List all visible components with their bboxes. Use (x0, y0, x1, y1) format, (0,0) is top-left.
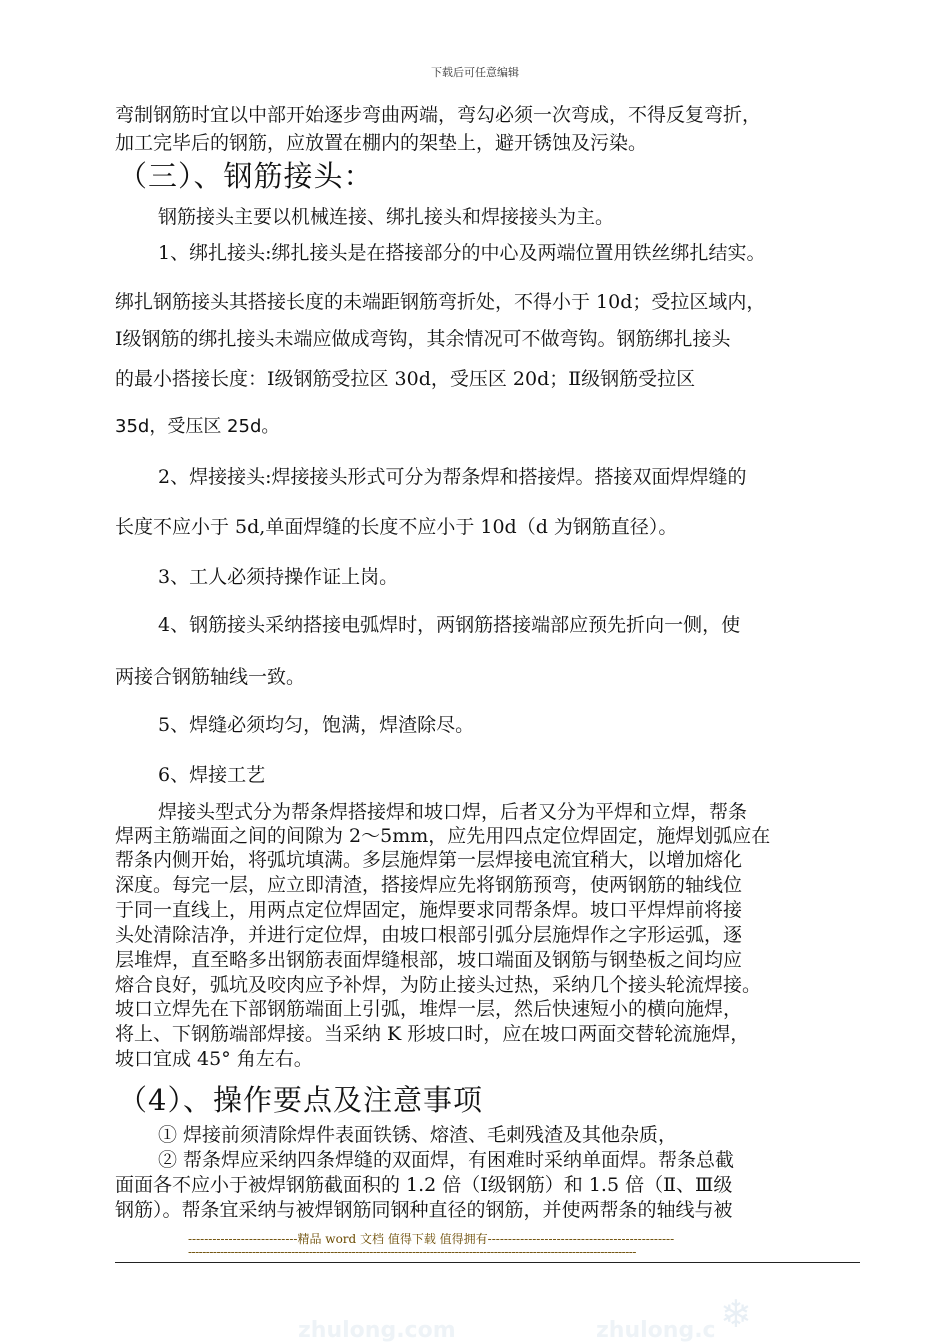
section-heading-4: （4）、操作要点及注意事项 (118, 1083, 483, 1117)
watermark-text: zhulong.c (596, 1318, 716, 1343)
paragraph-line: 长度不应小于 5d,单面焊缝的长度不应小于 10d（d 为钢筋直径）。 (115, 516, 678, 538)
paragraph-line: 层堆焊，直至略多出钢筋表面焊缝根部，坡口端面及钢筋与钢垫板之间均应 (115, 949, 743, 971)
page-header: 下载后可任意编辑 (431, 66, 519, 79)
paragraph-line: 35d，受压区 25d。 (115, 416, 280, 437)
paragraph-line: 于同一直线上，用两点定位焊固定，施焊要求同帮条焊。坡口平焊焊前将接 (115, 899, 743, 921)
paragraph-line: 焊接头型式分为帮条焊搭接焊和坡口焊，后者又分为平焊和立焊，帮条 (158, 801, 748, 823)
paragraph-line: 两接合钢筋轴线一致。 (115, 666, 306, 688)
paragraph-line: 头处清除洁净，并进行定位焊，由坡口根部引弧分层施焊作之字形运弧，逐 (115, 924, 743, 946)
paragraph-line: 深度。每完一层，应立即清渣，搭接焊应先将钢筋预弯，使两钢筋的轴线位 (115, 874, 743, 896)
note-item-2: ② 帮条焊应采纳四条焊缝的双面焊，有困难时采纳单面焊。帮条总截 (158, 1149, 735, 1171)
paragraph-line: 将上、下钢筋端部焊接。当采纳 K 形坡口时，应在坡口两面交替轮流施焊， (115, 1023, 750, 1045)
paragraph-line: 钢筋接头主要以机械连接、绑扎接头和焊接接头为主。 (158, 206, 615, 228)
paragraph-line: 钢筋）。帮条宜采纳与被焊钢筋同钢种直径的钢筋，并使两帮条的轴线与被 (115, 1199, 733, 1221)
paragraph-line: 的最小搭接长度：Ⅰ级钢筋受拉区 30d，受压区 20d；Ⅱ级钢筋受拉区 (115, 368, 696, 390)
paragraph-line: Ⅰ级钢筋的绑扎接头未端应做成弯钩，其余情况可不做弯钩。钢筋绑扎接头 (115, 328, 731, 350)
list-item-4: 4、钢筋接头采纳搭接电弧焊时，两钢筋搭接端部应预先折向一侧，使 (158, 614, 741, 636)
paragraph-line: 加工完毕后的钢筋，应放置在棚内的架垫上，避开锈蚀及污染。 (115, 132, 648, 154)
snowflake-watermark-icon: ❄ (720, 1292, 752, 1336)
list-item-3: 3、工人必须持操作证上岗。 (158, 566, 399, 588)
paragraph-line: 坡口立焊先在下部钢筋端面上引弧，堆焊一层，然后快速短小的横向施焊， (115, 998, 743, 1020)
footer-rule (115, 1262, 860, 1263)
list-item-1: 1、绑扎接头:绑扎接头是在搭接部分的中心及两端位置用铁丝绑扎结实。 (158, 242, 766, 264)
paragraph-line: 绑扎钢筋接头其搭接长度的未端距钢筋弯折处，不得小于 10d；受拉区域内， (115, 291, 766, 313)
footer-dashes: ------------------------------------------------------------------------------------------------------------------------------ (188, 1245, 636, 1259)
section-heading-3: （三）、钢筋接头： (118, 159, 374, 193)
footer-banner: ---------------------------精品 word 文档 值得下载 值得拥有---------------------------------------------- (188, 1232, 675, 1246)
paragraph-line: 帮条内侧开始，将弧坑填满。多层施焊第一层焊接电流宜稍大，以增加熔化 (115, 849, 743, 871)
watermark-text: zhulong.com (298, 1318, 456, 1343)
note-item-1: ① 焊接前须清除焊件表面铁锈、熔渣、毛刺残渣及其他杂质， (158, 1124, 678, 1146)
paragraph-line: 焊两主筋端面之间的间隙为 2～5mm，应先用四点定位焊固定，施焊划弧应在 (115, 825, 771, 847)
paragraph-line: 熔合良好，弧坑及咬肉应予补焊，为防止接头过热，采纳几个接头轮流焊接。 (115, 974, 762, 996)
list-item-6: 6、焊接工艺 (158, 764, 266, 786)
list-item-5: 5、焊缝必须均匀，饱满，焊渣除尽。 (158, 714, 475, 736)
paragraph-line: 面面各不应小于被焊钢筋截面积的 1.2 倍（Ⅰ级钢筋）和 1.5 倍（Ⅱ、Ⅲ级 (115, 1174, 733, 1196)
list-item-2: 2、焊接接头:焊接接头形式可分为帮条焊和搭接焊。搭接双面焊焊缝的 (158, 466, 747, 488)
paragraph-line: 坡口宜成 45° 角左右。 (115, 1048, 313, 1070)
paragraph-line: 弯制钢筋时宜以中部开始逐步弯曲两端，弯勾必须一次弯成，不得反复弯折， (115, 104, 762, 126)
